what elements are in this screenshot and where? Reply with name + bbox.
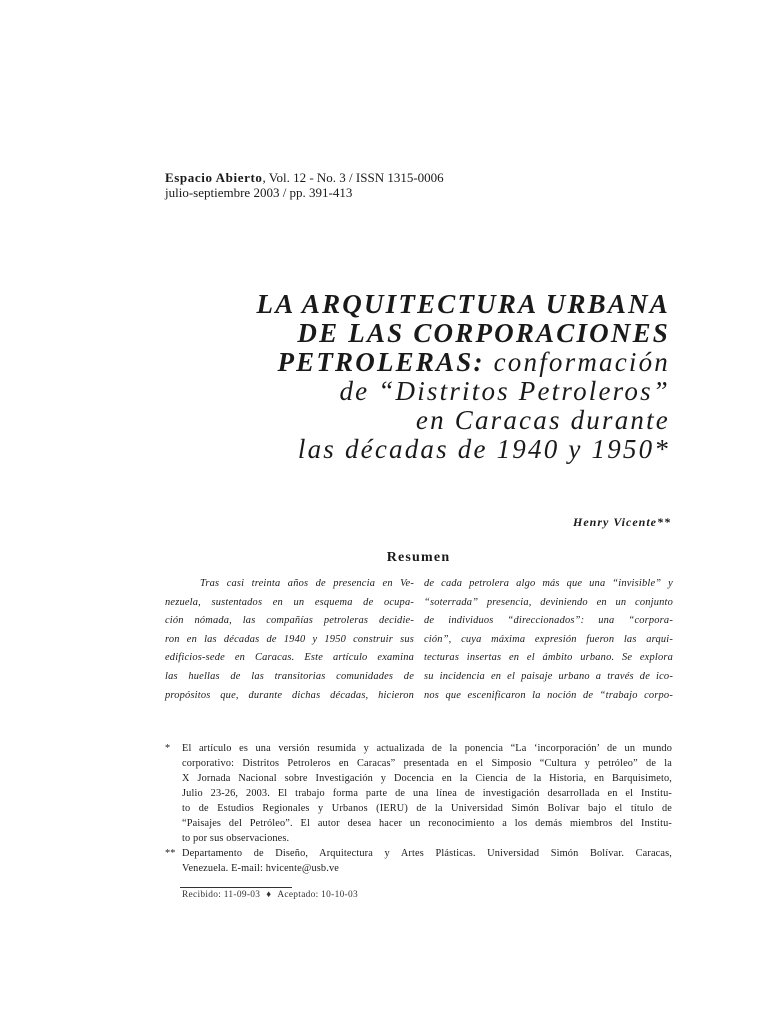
abstract-line: de individuos “direccionados”: una “corpora- <box>424 615 673 627</box>
footnote-line: El artículo es una versión resumida y actualizada de la ponencia “La ‘incorporación’ de un mundo <box>182 743 672 754</box>
footnote-line: to de Estudios Regionales y Urbanos (IERU) de la Universidad Simón Bolívar bajo el título de <box>182 803 672 814</box>
abstract-line: ron en las décadas de 1940 y 1950 construir sus <box>165 633 414 645</box>
footnote-1 <box>165 741 672 846</box>
journal-issue-line: julio-septiembre 2003 / pp. 391-413 <box>165 185 353 200</box>
footnote-line: Departamento de Diseño, Arquitectura y Artes Plásticas. Universidad Simón Bolívar. Caracas, <box>182 848 672 859</box>
accepted-date: Aceptado: 10-10-03 <box>277 890 358 900</box>
dates-divider <box>180 887 292 888</box>
abstract-line: edificios-sede en Caracas. Este artículo examina <box>165 652 414 664</box>
journal-name: Espacio Abierto <box>165 170 263 185</box>
journal-citation-line <box>165 170 444 185</box>
footnote-line: Venezuela. E-mail: hvicente@usb.ve <box>182 863 339 874</box>
abstract-heading: Resumen <box>386 550 451 565</box>
author-name: Henry Vicente** <box>573 515 671 529</box>
footnote-2 <box>165 846 672 876</box>
title-line-5: en Caracas durante <box>415 405 670 435</box>
title-line-3-caps: PETROLERAS: <box>277 347 485 377</box>
abstract-line: nezuela, sustentados en un esquema de ocupa- <box>165 596 414 608</box>
abstract-line: tecturas insertas en el ámbito urbano. Se explora <box>424 652 673 664</box>
received-date: Recibido: 11-09-03 <box>182 890 261 900</box>
article-title <box>190 290 670 464</box>
abstract-line: nos que escenificaron la noción de “trabajo corpo- <box>424 689 673 701</box>
journal-header <box>165 170 444 200</box>
footnote-1-marker: * <box>165 743 171 754</box>
title-line-2: DE LAS CORPORACIONES <box>297 318 670 348</box>
abstract-line: “soterrada” presencia, deviniendo en un conjunto <box>424 596 673 608</box>
abstract-line: de cada petrolera algo más que una “invisible” y <box>424 578 673 589</box>
submission-dates <box>182 890 358 900</box>
journal-volume-details: , Vol. 12 - No. 3 / ISSN 1315-0006 <box>262 170 444 185</box>
footnote-2-marker: ** <box>165 848 176 859</box>
abstract-line: propósitos que, durante dichas décadas, hicieron <box>165 689 414 701</box>
footnotes <box>165 741 672 876</box>
abstract-line: ción nómada, las compañías petroleras decidie- <box>165 615 414 627</box>
abstract-line: las huellas de las transitorias comunidades de <box>165 670 414 682</box>
footnote-line: X Jornada Nacional sobre Investigación y Docencia en la Ciencia de la Historia, en Barquisimeto, <box>182 773 672 784</box>
footnote-line: corporativo: Distritos Petroleros en Caracas” presentada en el Simposio “Cultura y petróleo” de la <box>182 758 672 769</box>
footnote-line: to por sus observaciones. <box>182 833 290 844</box>
footnote-line: Julio 23-26, 2003. El trabajo forma parte de una línea de investigación desarrollada en el Institu- <box>182 788 672 799</box>
title-line-3 <box>190 348 670 377</box>
footnote-line: “Paisajes del Petróleo”. El autor desea hacer un reconocimiento a los demás miembros del Institu- <box>182 818 672 829</box>
title-line-4: de “Distritos Petroleros” <box>339 376 670 406</box>
abstract-line: su incidencia en el paisaje urbano a través de ico- <box>424 670 673 682</box>
abstract-line: Tras casi treinta años de presencia en Ve- <box>200 578 414 589</box>
diamond-separator-icon: ♦ <box>266 890 272 900</box>
title-line-3-rest: conformación <box>484 347 670 377</box>
abstract-left-column <box>165 575 414 705</box>
abstract-line: ción”, cuya máxima expresión fueron las arqui- <box>424 633 673 645</box>
title-line-6: las décadas de 1940 y 1950* <box>297 434 670 464</box>
title-line-1: LA ARQUITECTURA URBANA <box>256 289 670 319</box>
abstract-right-column <box>424 575 673 705</box>
